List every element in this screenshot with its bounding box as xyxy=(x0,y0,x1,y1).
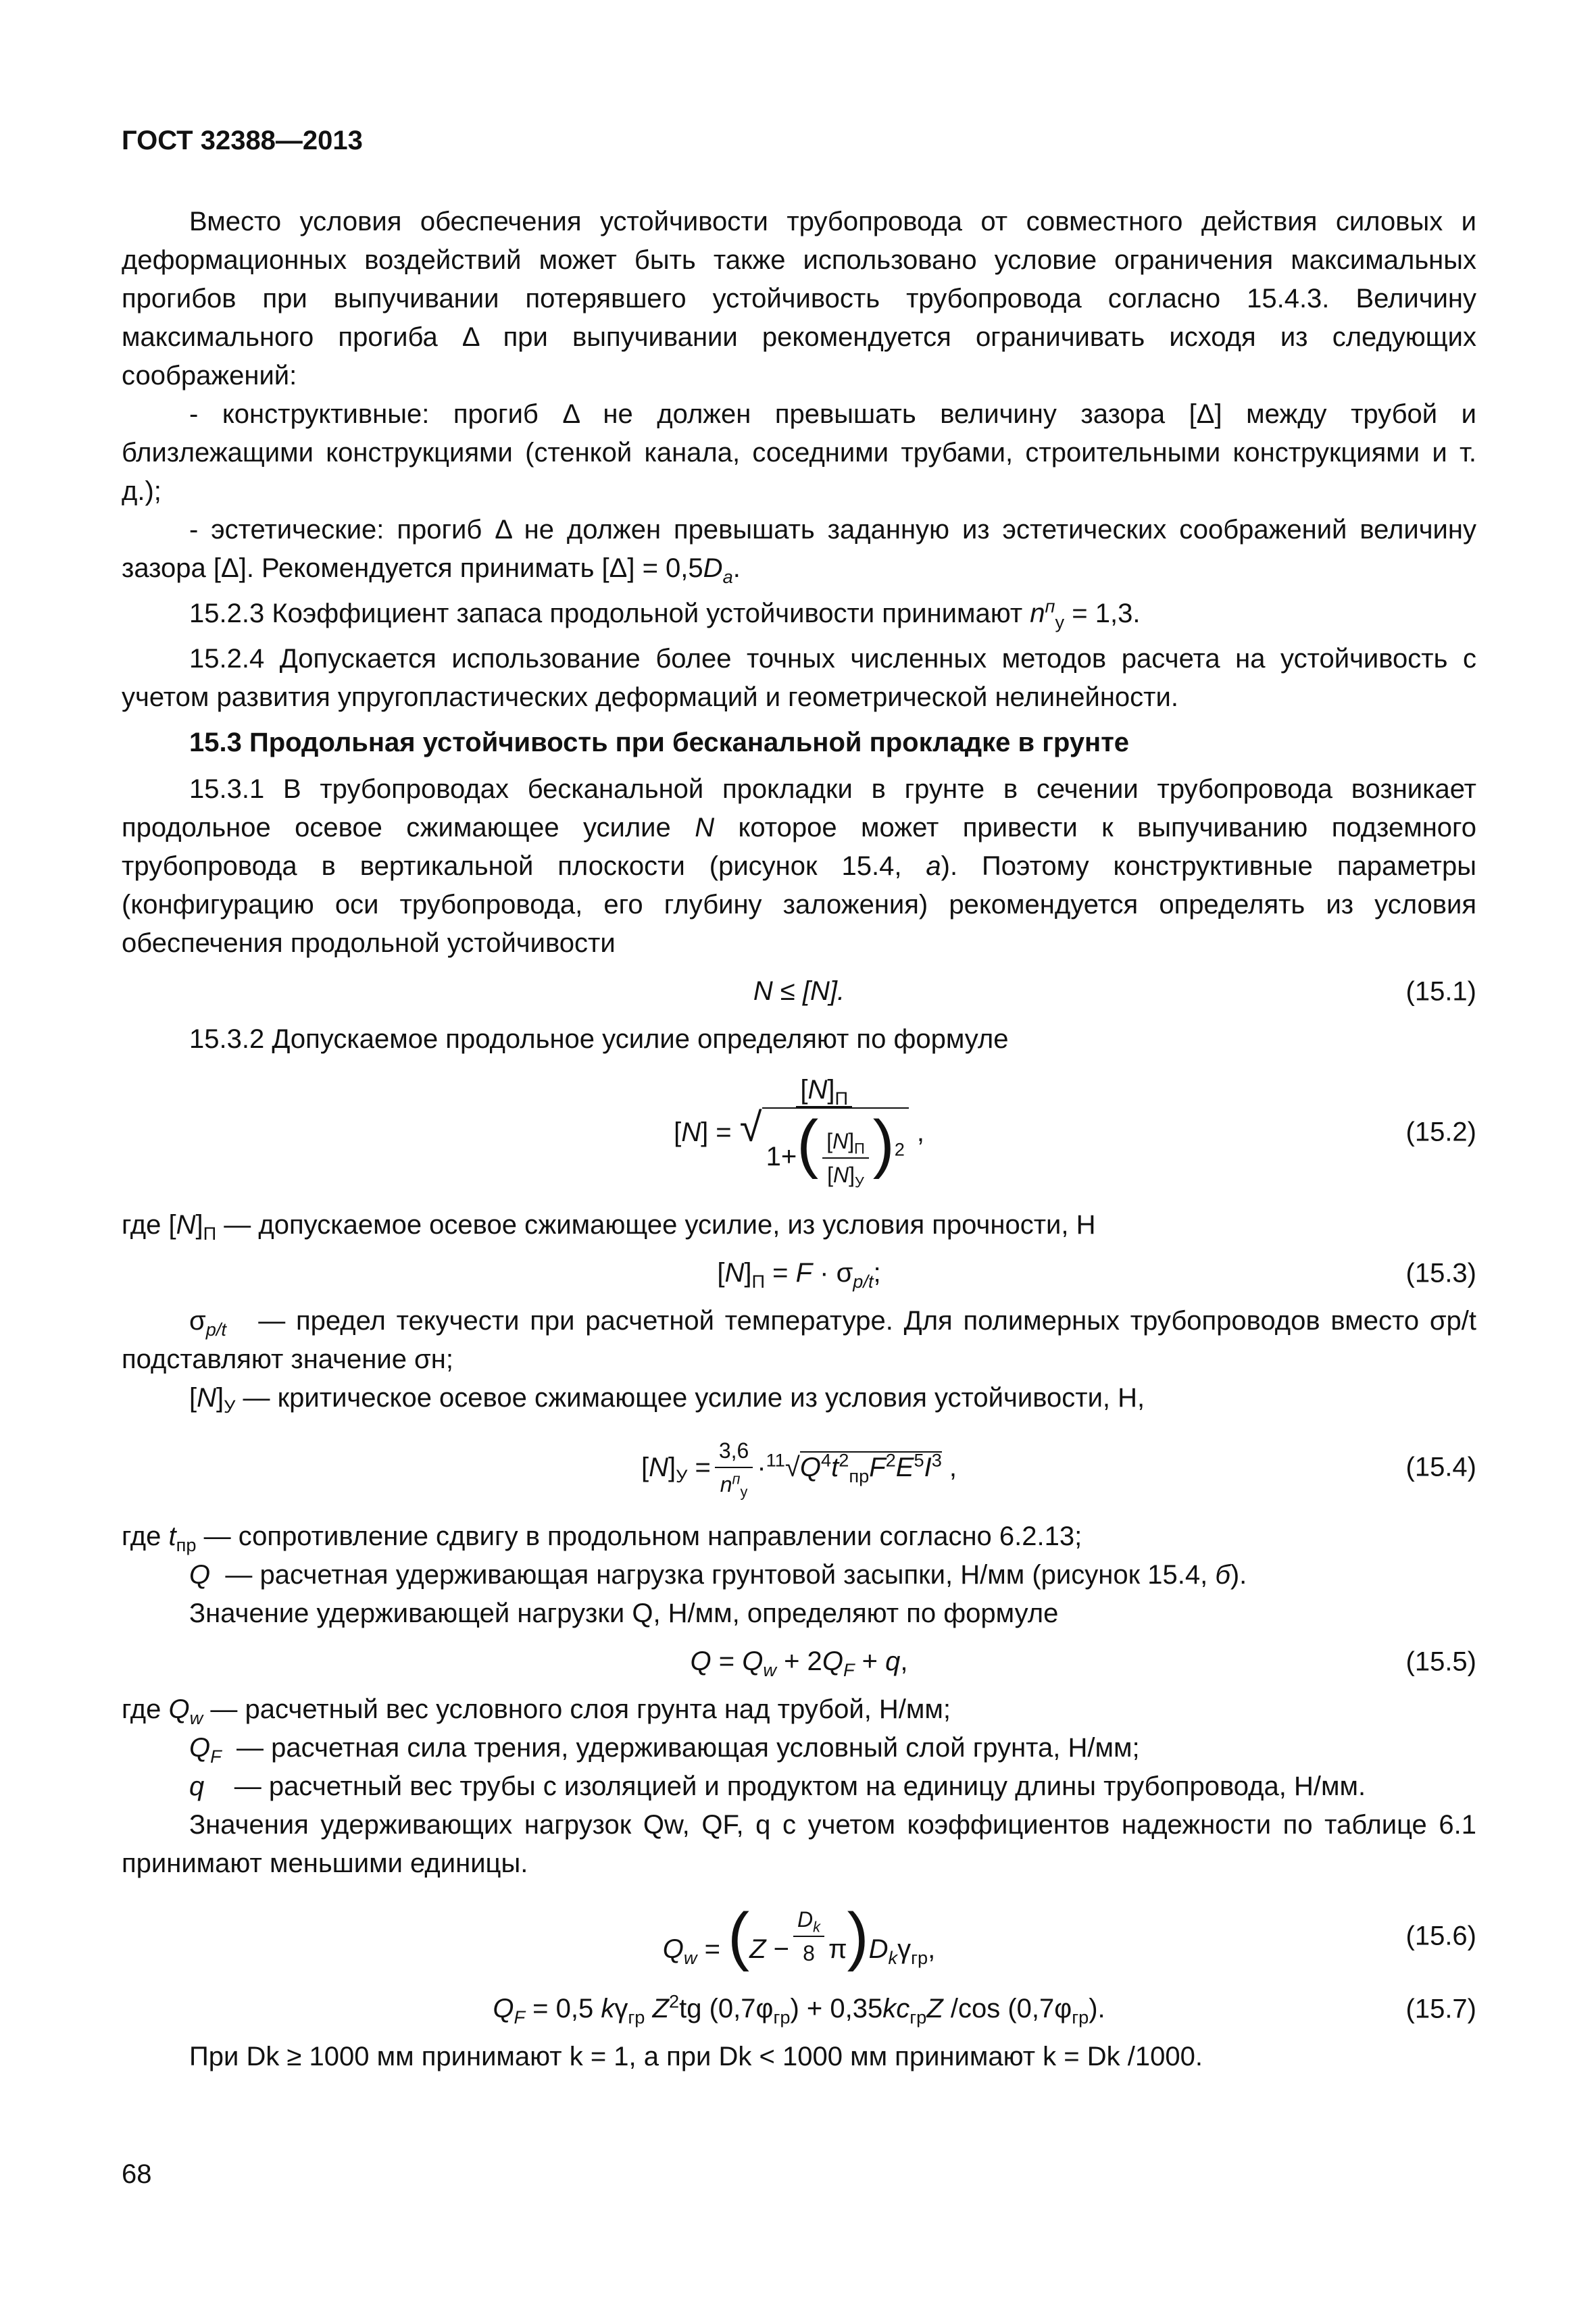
paragraph-15-2-3: 15.2.3 Коэффициент запаса продольной устойчивости принимают $n^п_у = 1,3$. xyxy=(189,595,1141,632)
document-body xyxy=(122,203,1476,2076)
section-heading-15-3: 15.3 Продольная устойчивость при бесканальной прокладке в грунте xyxy=(189,728,1130,757)
formula-number: (15.6) xyxy=(1405,1921,1476,1951)
formula-number: (15.7) xyxy=(1405,1994,1476,2023)
definition-sigma: $\sigma_{p/t}$ — предел текучести при расчетной температуре. Для полимерных трубопроводов вместо σp/t подставляют значение σн; xyxy=(122,1306,1476,1374)
formula-15-2: [N] = $[N]_П$ √ 1+( $\frac{[N]_П}{[N]_У}$ )$^2$ , (15.2) xyxy=(674,1074,1476,1191)
definition-Qw: где $Q_w$ — расчетный вес условного слоя грунта над трубой, Н/мм; xyxy=(122,1694,951,1728)
formula-15-5: $Q = Q_w + 2Q_F + q$, (15.5) xyxy=(122,1642,1476,1681)
formula-number: (15.5) xyxy=(1405,1646,1476,1676)
formula-number: (15.2) xyxy=(1405,1117,1476,1147)
paragraph-loads: Значения удерживающих нагрузок Qw, QF, q с учетом коэффициентов надежности по таблице 6.1 принимают меньшими единицы. xyxy=(122,1810,1476,1878)
definition-t: где $t_{пр}$ — сопротивление сдвигу в продольном направлении согласно 6.2.13; xyxy=(122,1521,1082,1555)
paragraph-15-3-2: 15.3.2 Допускаемое продольное усилие определяют по формуле xyxy=(189,1024,1009,1054)
formula-15-3: $[N]_П = F \cdot \sigma_{p/t}$; (15.3) xyxy=(122,1254,1476,1292)
document-page xyxy=(122,0,1476,2314)
definition-q: q — расчетный вес трубы с изоляцией и продуктом на единицу длины трубопровода, Н/мм. xyxy=(189,1771,1366,1801)
paragraph-15-3-1: 15.3.1 В трубопроводах бесканальной прокладки в грунте в сечении трубопровода возникает продольное осевое сжимающее усилие N которое может привести к выпучиванию подземного трубопровода в вертикальной плоскости (рисунок 15.4, а). Поэтому конструктивные параметры (конфигурацию оси трубопровода, его глубину заложения) рекомендуется определять из условия обеспечения продольной устойчивости xyxy=(122,774,1476,958)
paragraph-aesthetic: - эстетические: прогиб Δ не должен превышать заданную из эстетических соображений величину зазора [Δ]. Рекомендуется принимать $[\Delta] = 0,5D_a$. xyxy=(122,515,1476,587)
formula-15-1: N ≤ [N]. (15.1) xyxy=(122,972,1476,1011)
paragraph-k-rule: При Dk ≥ 1000 мм принимают k = 1, а при Dk < 1000 мм принимают k = Dk /1000. xyxy=(189,2042,1203,2071)
formula-number: (15.1) xyxy=(1405,976,1476,1006)
document-header: ГОСТ 32388—2013 xyxy=(122,126,363,155)
definition-Q: Q — расчетная удерживающая нагрузка грунтовой засыпки, Н/мм (рисунок 15.4, б). xyxy=(189,1560,1247,1590)
paragraph-15-2-4: 15.2.4 Допускается использование более точных численных методов расчета на устойчивость с учетом развития упругопластических деформаций и геометрической нелинейности. xyxy=(122,644,1476,712)
definition-QF: $Q_F$ — расчетная сила трения, удерживающая условный слой грунта, Н/мм; xyxy=(189,1733,1140,1767)
page-number: 68 xyxy=(122,2159,152,2189)
formula-number: (15.4) xyxy=(1405,1452,1476,1482)
definition-N-p: где $[N]_П$ — допускаемое осевое сжимающее усилие, из условия прочности, Н xyxy=(122,1210,1096,1244)
paragraph-1: Вместо условия обеспечения устойчивости трубопровода от совместного действия силовых и деформационных воздействий может быть также использовано условие ограничения максимальных прогибов при выпучивании потерявшего устойчивость трубопровода согласно 15.4.3. Величину максимального прогиба Δ при выпучивании рекомендуется ограничивать исходя из следующих соображений: xyxy=(122,207,1476,391)
formula-number: (15.3) xyxy=(1405,1258,1476,1288)
paragraph-constructive: - конструктивные: прогиб Δ не должен превышать величину зазора [Δ] между трубой и близлежащими конструкциями (стенкой канала, соседними трубами, строительными конструкциями и т. д.); xyxy=(122,399,1476,506)
formula-15-4: $[N]_У$ = $\frac{3,6}{n^п_у}$ $\cdot^{11}√Q^4t^2_{пр}F^2E^5I^3$ , (15.4) xyxy=(122,1427,1476,1508)
definition-N-u: $[N]_У$ — критическое осевое сжимающее усилие из условия устойчивости, Н, xyxy=(189,1383,1145,1417)
paragraph-Q-value: Значение удерживающей нагрузки Q, Н/мм, определяют по формуле xyxy=(189,1599,1059,1628)
formula-15-7: $Q_F = 0,5$ $k\gamma_{гр}$ $Z^2tg$ $(0,7\varphi_{гр}) + 0,35kc_{гр}Z$ /cos $(0,7\varphi_{гр})$. (15.7) xyxy=(493,1990,1476,2028)
formula-15-6: $Q_w = (Z$ − $\frac{D_k}{8}$ $\pi)D_k\gamma_{гр}$, (15.6) xyxy=(662,1900,1476,1972)
